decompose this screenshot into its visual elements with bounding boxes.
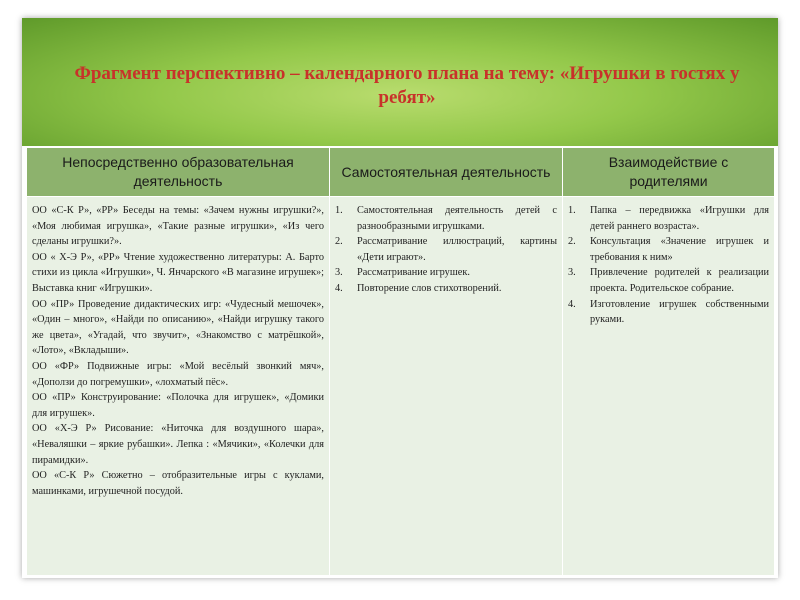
list-number: 4. <box>335 282 343 294</box>
list-item-text: Изготовление игрушек собственными руками. <box>590 298 769 326</box>
parent-interaction-list <box>568 203 769 328</box>
list-item-text: Самостоятельная деятельность детей с разнообразными игрушками. <box>357 205 557 232</box>
paragraph: ОО «Х-Э Р» Рисование: «Ниточка для воздушного шара», «Неваляшки – яркие рубашки». Лепка : «Мячики», «Колечки для пирамидки». <box>32 423 324 466</box>
independent-activity-cell <box>330 197 563 576</box>
table-row <box>27 197 775 576</box>
plan-table <box>26 147 775 576</box>
slide <box>22 18 778 578</box>
list-item <box>335 203 557 234</box>
list-item-text: Рассматривание иллюстраций, картины «Дети играют». <box>357 236 557 263</box>
list-item-text: Повторение слов стихотворений. <box>357 282 502 294</box>
header-educational-activity: Непосредственно образовательная деятельность <box>27 148 330 197</box>
list-number: 3. <box>335 267 343 279</box>
list-number: 2. <box>568 236 576 248</box>
list-item <box>335 234 557 265</box>
paragraph: ОО «ПР» Проведение дидактических игр: «Чудесный мешочек», «Один – много», «Найди по описанию», «Найди игрушку такого же цвета», «Угадай, что звучит», «Знакомство с матрёшкой», «Лото», «Вкладыши». <box>32 298 324 357</box>
list-number: 4. <box>568 298 576 310</box>
independent-activity-list <box>335 203 557 297</box>
paragraph: ОО «ФР» Подвижные игры: «Мой весёлый звонкий мяч», «Доползи до погремушки», «лохматый пёс». <box>32 360 324 388</box>
slide-title: Фрагмент перспективно – календарного плана на тему: «Игрушки в гостях у ребят» <box>74 63 740 108</box>
list-item <box>335 265 557 281</box>
list-item-text: Консультация «Значение игрушек и требования к ним» <box>590 236 769 263</box>
list-number: 1. <box>335 205 343 216</box>
table-header-row <box>27 148 775 197</box>
list-item <box>335 281 557 297</box>
list-number: 3. <box>568 267 576 279</box>
list-item <box>568 265 769 296</box>
paragraph: ОО «С-К Р», «РР» Беседы на темы: «Зачем нужны игрушки?», «Моя любимая игрушка», «Такие разные игрушки», «Из чего сделаны игрушки?». <box>32 205 324 248</box>
paragraph: ОО « Х-Э Р», «РР» Чтение художественно литературы: А. Барто стихи из цикла «Игрушки», Ч. Янчарского «В магазине игрушек»; Выставка книг «Игрушки». <box>32 251 324 294</box>
educational-activity-cell <box>27 197 330 576</box>
list-item <box>568 203 769 234</box>
parent-interaction-cell <box>563 197 775 576</box>
list-item-text: Рассматривание игрушек. <box>357 267 470 279</box>
paragraph: ОО «ПР» Конструирование: «Полочка для игрушек», «Домики для игрушек». <box>32 392 324 419</box>
list-item <box>568 297 769 328</box>
paragraph: ОО «С-К Р» Сюжетно – отобразительные игры с куклами, машинками, игрушечной посудой. <box>32 470 324 497</box>
list-item-text: Привлечение родителей к реализации проекта. Родительское собрание. <box>590 267 769 294</box>
list-item <box>568 234 769 265</box>
header-parent-interaction: Взаимодействие с родителями <box>563 148 775 197</box>
header-independent-activity: Самостоятельная деятельность <box>330 148 563 197</box>
list-number: 2. <box>335 236 343 248</box>
list-item-text: Папка – передвижка «Игрушки для детей раннего возраста». <box>590 205 769 232</box>
list-number: 1. <box>568 205 576 216</box>
